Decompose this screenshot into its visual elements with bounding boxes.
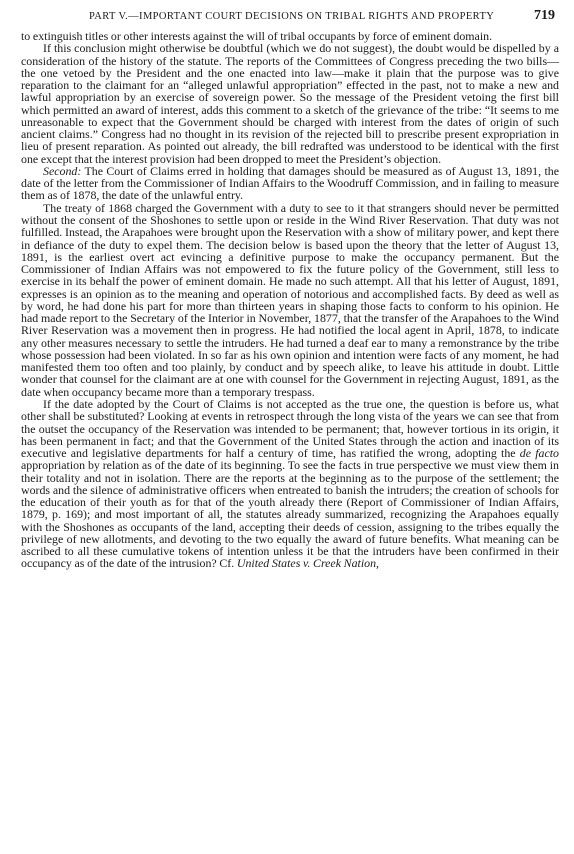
second-label: Second: (43, 163, 82, 178)
paragraph-treaty-of-1868 (21, 202, 559, 398)
paragraph-3-text: The Court of Claims erred in holding that damages should be measured as of August 13, 1891, the date of the letter from the Commissioner of Indian Affairs to the Woodruff Commission, and in failing to measure them as of 1878, the date of the unlawful entry. (21, 163, 559, 203)
paragraph-2-text: If this conclusion might otherwise be doubtful (which we do not suggest), the doubt would be dispelled by a consideration of the history of the statute. The reports of the Committees of Congress preceding the two bills—the one vetoed by the President and the one enacted into law—make it plain that the purpose was to give reparation to the claimant for an “alleged unlawful appropriation” effected in the past, not to make a new and lawful appropriation by an exercise of sovereign power. So the message of the President vetoing the first bill which permitted an award of interest, adds this comment to a sketch of the grievance of the tribe: “It seems to me unreasonable to expect that the Government should be charged with interest from the dates of origin of such ancient claims.” Congress had no thought in its revision of the rejected bill to prescribe present expropriation in lieu of present reparation. As pointed out already, the bill redrafted was understood to be identical with the first one except that the interest provision had been dropped to meet the President’s objection. (21, 41, 559, 166)
running-header (89, 8, 559, 30)
case-citation: United States v. Creek Nation, (236, 556, 380, 571)
paragraph-5-text-a: If the date adopted by the Court of Claims is not accepted as the true one, the question is before us, what other shall be substituted? Looking at events in retrospect through the long vista of the years we can see that from the outset the occupancy of the Reservation was intended to be permanent; that, however tortious in its origin, it has been permanent in fact; and that the Government of the United States through the action and inaction of its executive and legislative departments for half a century of time, has ratified the wrong, adopting the (21, 396, 559, 461)
running-title: PART V.—IMPORTANT COURT DECISIONS ON TRIBAL RIGHTS AND PROPERTY (89, 11, 495, 22)
de-facto-italic: de facto (519, 446, 560, 461)
paragraph-history-of-statute (21, 42, 559, 165)
page-number: 719 (534, 8, 555, 23)
paragraph-date-substitution (21, 398, 559, 570)
body-text (21, 30, 559, 570)
paragraph-second-point (21, 165, 559, 202)
paragraph-4-text: The treaty of 1868 charged the Government with a duty to see to it that strangers should never be permitted without the consent of the Shoshones to settle upon or reside in the Wind River Reservation. That duty was not fulfilled. Instead, the Arapahoes were brought upon the Reservation with a show of military power, and kept there in defiance of the duty to expel them. The decision below is based upon the theory that the letter of August 13, 1891, is the earliest overt act evincing a definitive purpose to make the occupancy permanent. But the Commissioner of Indian Affairs was not empowered to fix the future policy of the Government, still less to exercise in its behalf the power of eminent domain. He made no such attempt. All that his letter of August, 1891, expresses is an opinion as to the meaning and operation of notorious and accomplished facts. By deed as well as by word, he had done his part for more than thirteen years in shaping those facts to conform to his opinion. He had made report to the Secretary of the Interior in November, 1877, that the transfer of the Arapahoes to the Wind River Reservation was a movement then in progress. He had notified the local agent in April, 1878, to indicate any other measures necessary to settle the intruders. He had turned a deaf ear to many a remonstrance by the tribe whose possession had been violated. In so far as his own opinion and intention were facts of any moment, he had manifested them too often and too plainly, by conduct and by speech alike, to leave his attitude in doubt. Little wonder that counsel for the claimant are at one with counsel for the Government in rejecting August, 1891, as the date when occupancy became more than a temporary trespass. (21, 200, 559, 399)
paragraph-5-text-b: appropriation by relation as of the date of its beginning. To see the facts in true perspective we must view them in their totality and not in isolation. There are the reports at the beginning as to the purpose of the settlement; the words and the silence of administrative officers when entreated to banish the intruders; the creation of schools for the education of their youth as for that of the youth already there (Report of Commissioner of Indian Affairs, 1879, p. 169); and most important of all, the statutes already summarized, recognizing the Arapahoes equally with the Shoshones as occupants of the land, accepting their deeds of cession, assigning to the tribes equally the privilege of new allotments, and devoting to the two equally the award of future benefits. What meaning can be ascribed to all these cumulative tokens of intention unless it be that the intruders have been confirmed in their occupancy as of the date of the intrusion? Cf. (21, 458, 559, 571)
document-page (21, 8, 559, 570)
paragraph-1-text: to extinguish titles or other interests against the will of tribal occupants by force of eminent domain. (21, 29, 493, 43)
